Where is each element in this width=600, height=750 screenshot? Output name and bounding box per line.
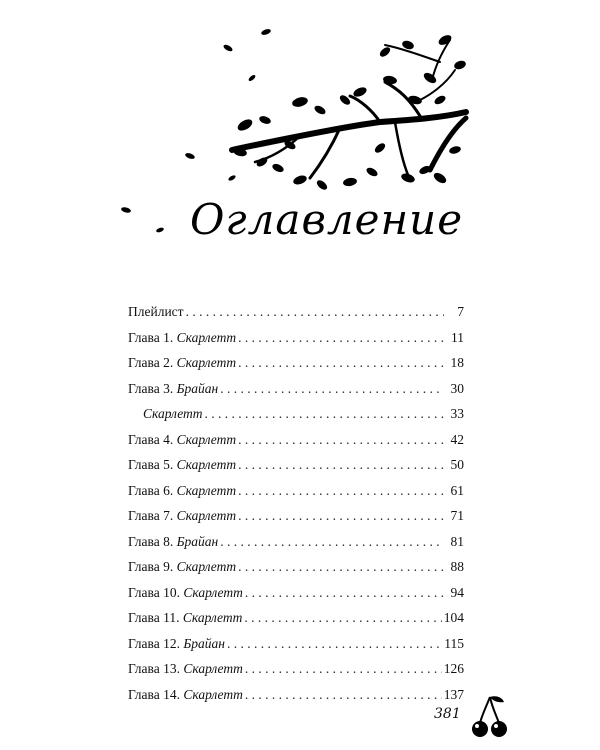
toc-entry-page: 30	[450, 380, 464, 396]
toc-entry-label	[128, 457, 236, 473]
page-number: 381	[434, 706, 461, 722]
dot-leader	[238, 432, 444, 448]
dot-leader	[220, 534, 444, 550]
toc-entry-page: 42	[450, 431, 464, 447]
toc-entry	[128, 534, 464, 560]
toc-entry-prefix: Глава 3.	[128, 380, 174, 396]
toc-entry	[128, 432, 464, 458]
dot-leader	[238, 330, 444, 346]
dot-leader	[238, 457, 444, 473]
toc-entry-label	[128, 381, 218, 397]
dot-leader	[244, 610, 441, 626]
toc-entry-label	[128, 559, 236, 575]
toc-entry	[128, 381, 464, 407]
toc-entry	[128, 636, 464, 662]
toc-entry	[128, 610, 464, 636]
toc-entry-label	[128, 432, 236, 448]
toc-entry-name: Брайан	[183, 635, 226, 651]
toc-entry-label	[128, 534, 218, 550]
toc-entry	[128, 559, 464, 585]
toc-entry-prefix: Глава 13.	[128, 661, 180, 676]
toc-entry-label	[128, 610, 242, 626]
dot-leader	[238, 559, 444, 575]
toc-entry-name: Скарлетт	[176, 355, 237, 370]
toc-entry-page: 50	[450, 457, 464, 472]
toc-entry	[128, 457, 464, 483]
toc-entry-name: Брайан	[176, 533, 219, 549]
toc-entry-page: 18	[450, 355, 464, 370]
toc-entry-label	[128, 687, 243, 703]
toc-entry	[128, 661, 464, 687]
toc-entry	[128, 687, 464, 713]
toc-entry-name: Скарлетт	[176, 329, 237, 345]
toc-entry-prefix: Глава 5.	[128, 457, 174, 472]
toc-entry-page: 104	[443, 610, 464, 625]
table-of-contents	[128, 304, 464, 712]
toc-entry	[128, 330, 464, 356]
toc-entry-name: Брайан	[176, 380, 219, 396]
dot-leader	[238, 508, 444, 524]
toc-entry-label	[128, 330, 236, 346]
toc-entry-name: Скарлетт	[176, 559, 237, 574]
toc-entry-page: 61	[450, 482, 464, 498]
toc-entry-prefix: Глава 11.	[128, 610, 180, 625]
dot-leader	[245, 687, 442, 703]
toc-entry	[128, 304, 464, 330]
toc-entry-name: Скарлетт	[176, 457, 237, 472]
toc-entry-name: Скарлетт	[176, 431, 237, 447]
dot-leader	[205, 406, 444, 422]
toc-entry-prefix: Плейлист	[128, 304, 184, 319]
toc-entry-name: Скарлетт	[183, 661, 243, 676]
toc-entry-name: Скарлетт	[176, 508, 237, 523]
toc-entry-page: 33	[450, 406, 464, 421]
toc-entry-label	[128, 483, 236, 499]
toc-entry-prefix: Глава 1.	[128, 329, 174, 345]
dot-leader	[186, 304, 444, 320]
toc-entry-name: Скарлетт	[182, 610, 243, 625]
toc-entry-page: 137	[443, 686, 464, 702]
dot-leader	[220, 381, 444, 397]
toc-entry-label	[128, 661, 243, 677]
dot-leader	[245, 661, 442, 677]
toc-entry-page: 88	[450, 559, 464, 574]
toc-entry-prefix: Глава 12.	[128, 635, 180, 651]
toc-entry-name: Скарлетт	[176, 482, 237, 498]
toc-entry-label	[143, 406, 203, 422]
toc-entry-prefix: Глава 4.	[128, 431, 174, 447]
toc-entry-prefix: Глава 14.	[128, 686, 180, 702]
dot-leader	[227, 636, 442, 652]
toc-entry-label	[128, 636, 225, 652]
toc-entry-label	[128, 304, 184, 320]
toc-entry-label	[128, 355, 236, 371]
toc-entry-name: Скарлетт	[183, 686, 243, 702]
toc-entry	[128, 355, 464, 381]
toc-entry-page: 71	[450, 508, 464, 523]
toc-entry-page: 126	[443, 661, 464, 676]
toc-entry-page: 94	[450, 584, 464, 600]
toc-entry-prefix: Глава 9.	[128, 559, 174, 574]
toc-entry-label	[128, 508, 236, 524]
page-title: Оглавление	[190, 195, 464, 244]
toc-entry-name: Скарлетт	[183, 584, 243, 600]
dot-leader	[245, 585, 444, 601]
toc-entry-prefix: Глава 10.	[128, 584, 180, 600]
toc-entry-prefix: Глава 6.	[128, 482, 174, 498]
toc-entry-page: 115	[444, 635, 464, 651]
toc-entry-prefix: Глава 8.	[128, 533, 174, 549]
toc-entry-page: 81	[450, 533, 464, 549]
cherry-icon	[470, 693, 510, 741]
toc-entry-page: 11	[451, 329, 464, 345]
toc-entry-page: 7	[457, 304, 464, 319]
toc-entry-label	[128, 585, 243, 601]
toc-entry	[128, 508, 464, 534]
toc-entry-name: Скарлетт	[143, 406, 203, 421]
toc-entry	[128, 585, 464, 611]
dot-leader	[238, 355, 444, 371]
toc-entry	[128, 406, 464, 432]
dot-leader	[238, 483, 444, 499]
toc-entry-prefix: Глава 2.	[128, 355, 174, 370]
toc-entry-prefix: Глава 7.	[128, 508, 174, 523]
toc-entry	[128, 483, 464, 509]
